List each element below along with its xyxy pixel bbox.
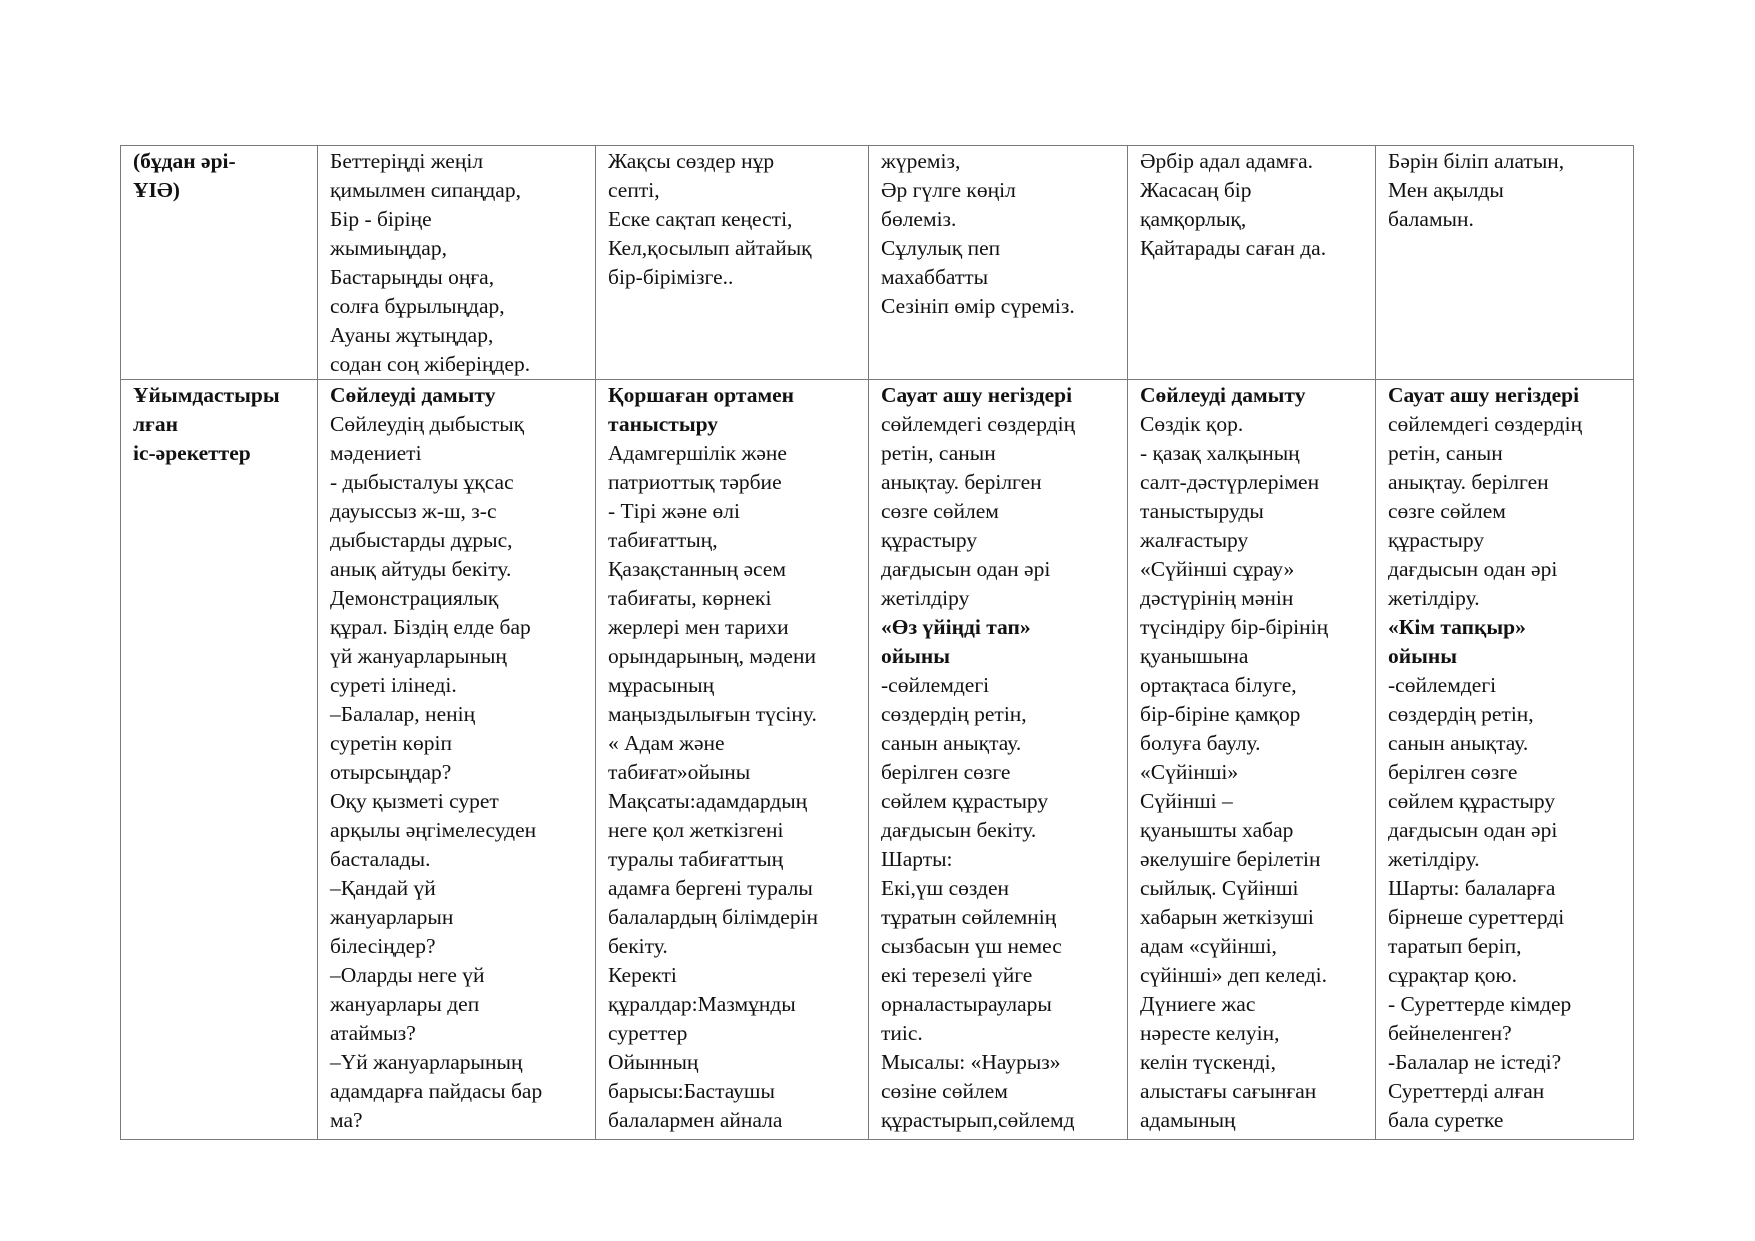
cell-text-line: қуанышына: [1140, 644, 1249, 669]
cell-text-line: тиіс.: [881, 1021, 923, 1046]
cell-text-line: болуға баулу.: [1140, 731, 1261, 756]
cell-text-line: нәресте келуін,: [1140, 1021, 1280, 1046]
cell-text-line: жүреміз,: [881, 149, 961, 173]
cell-text-line: балалармен айнала: [608, 1108, 783, 1133]
table-cell: [596, 380, 869, 1140]
cell-text-line: бекіту.: [608, 934, 668, 959]
cell-text-line: бейнеленген?: [1388, 1021, 1512, 1046]
cell-heading-line: Ұйымдастыры: [133, 383, 280, 408]
cell-text-line: сөйлем құрастыру: [1388, 789, 1556, 814]
cell-text-line: табиғаты, көрнекі: [608, 586, 772, 611]
table-cell: [1376, 380, 1634, 1140]
cell-text-line: сыйлық. Сүйінші: [1140, 876, 1299, 901]
cell-heading-line: ойыны: [881, 644, 951, 669]
cell-text-line: жымиыңдар,: [330, 236, 447, 260]
cell-text-line: түсіндіру бір-бірінің: [1140, 615, 1329, 640]
cell-text-line: жетілдіру.: [1388, 847, 1480, 872]
cell-text-line: жетілдіру.: [1388, 586, 1480, 611]
cell-heading-line: лған: [133, 412, 178, 437]
cell-text-line: бір-бірімізге..: [608, 265, 734, 289]
cell-text-line: орындарының, мәдени: [608, 644, 816, 669]
cell-text-line: құрал. Біздің елде бар: [330, 615, 531, 640]
cell-heading-line: Сөйлеуді дамыту: [330, 383, 496, 408]
cell-text-line: табиғат»ойыны: [608, 760, 751, 785]
cell-text-line: Әр гүлге көңіл: [881, 178, 1016, 202]
cell-text-line: Сөздік қор.: [1140, 412, 1244, 437]
cell-text-line: Ауаны жұтыңдар,: [330, 323, 494, 347]
cell-text-line: бір-біріне қамқор: [1140, 702, 1301, 727]
cell-text-line: берілген сөзге: [1388, 760, 1518, 785]
table-cell: [1128, 146, 1376, 380]
cell-text-line: барысы:Бастаушы: [608, 1079, 775, 1104]
cell-text-line: –Балалар, ненің: [330, 702, 476, 727]
cell-text-line: сөздердің ретін,: [1388, 702, 1534, 727]
cell-text-line: Бәрін біліп алатын,: [1388, 149, 1565, 173]
cell-text-line: сызбасын үш немес: [881, 934, 1062, 959]
cell-text-line: сөйлем құрастыру: [881, 789, 1049, 814]
cell-text-line: таратып беріп,: [1388, 934, 1522, 959]
lesson-plan-table: [120, 145, 1634, 1140]
row-label-cell: [121, 146, 318, 380]
cell-text-line: Сүйінші –: [1140, 789, 1233, 814]
cell-text-line: дағдысын одан әрі: [1388, 818, 1558, 843]
cell-text-line: сөйлемдегі сөздердің: [1388, 412, 1583, 437]
cell-text-line: неге қол жеткізгені: [608, 818, 784, 843]
cell-text-line: -сөйлемдегі: [881, 673, 990, 698]
table-cell: [596, 146, 869, 380]
cell-text-line: адамға бергені туралы: [608, 876, 813, 901]
cell-text-line: - дыбысталуы ұқсас: [330, 470, 514, 495]
cell-text-line: суреттер: [608, 1021, 688, 1046]
cell-heading-line: Сөйлеуді дамыту: [1140, 383, 1306, 408]
cell-heading-line: «Кім тапқыр»: [1388, 615, 1526, 640]
cell-text-line: екі терезелі үйге: [881, 963, 1033, 988]
cell-text-line: Мен ақылды: [1388, 178, 1504, 202]
cell-text-line: Мысалы: «Наурыз»: [881, 1050, 1061, 1075]
cell-text-line: мәдениеті: [330, 441, 422, 466]
cell-text-line: Шарты:: [881, 847, 953, 872]
cell-text-line: туралы табиғаттың: [608, 847, 784, 872]
cell-heading-line: таныстыру: [608, 412, 719, 437]
cell-text-line: ретін, санын: [881, 441, 996, 466]
cell-text-line: ретін, санын: [1388, 441, 1503, 466]
cell-text-line: тұратын сөйлемнің: [881, 905, 1057, 930]
cell-text-line: содан соң жіберіңдер.: [330, 352, 531, 376]
cell-text-line: дағдысын одан әрі: [1388, 557, 1558, 582]
cell-heading-line: іс-әрекеттер: [133, 441, 251, 466]
cell-text-line: баламын.: [1388, 207, 1474, 231]
cell-text-line: Мақсаты:адамдардың: [608, 789, 808, 814]
cell-text-line: салт-дәстүрлерімен: [1140, 470, 1320, 495]
cell-text-line: жетілдіру: [881, 586, 970, 611]
cell-text-line: Оқу қызметі сурет: [330, 789, 499, 814]
cell-text-line: –Қандай үй: [330, 876, 436, 901]
cell-text-line: –Оларды неге үй: [330, 963, 485, 988]
cell-text-line: Бір - біріңе: [330, 207, 432, 231]
cell-text-line: алыстағы сағынған: [1140, 1079, 1317, 1104]
cell-text-line: «Сүйінші»: [1140, 760, 1239, 785]
cell-text-line: Сөйлеудің дыбыстық: [330, 412, 525, 437]
cell-text-line: ортақтаса білуге,: [1140, 673, 1297, 698]
cell-text-line: Сұлулық пеп: [881, 236, 1001, 260]
cell-text-line: құрастырып,сөйлемд: [881, 1108, 1075, 1133]
cell-text-line: дағдысын бекіту.: [881, 818, 1037, 843]
cell-text-line: келін түскенді,: [1140, 1050, 1276, 1075]
cell-text-line: бала суретке: [1388, 1108, 1504, 1133]
cell-text-line: сөзіне сөйлем: [881, 1079, 1008, 1104]
cell-text-line: сөздердің ретін,: [881, 702, 1027, 727]
cell-heading-line: Сауат ашу негіздері: [1388, 383, 1580, 408]
cell-text-line: қамқорлық,: [1140, 207, 1247, 231]
table-cell: [1376, 146, 1634, 380]
table-cell: [869, 146, 1128, 380]
cell-text-line: табиғаттың,: [608, 528, 718, 553]
cell-text-line: құрастыру: [881, 528, 978, 553]
cell-heading-line: Қоршаған ортамен: [608, 383, 795, 408]
table-cell: [1128, 380, 1376, 1140]
cell-heading-line: ойыны: [1388, 644, 1458, 669]
cell-text-line: Кел,қосылып айтайық: [608, 236, 812, 260]
cell-text-line: адам «сүйінші,: [1140, 934, 1277, 959]
cell-text-line: арқылы әңгімелесуден: [330, 818, 537, 843]
cell-text-line: сөзге сөйлем: [1388, 499, 1506, 524]
cell-text-line: дәстүрінің мәнін: [1140, 586, 1294, 611]
cell-text-line: Ойынның: [608, 1050, 699, 1075]
cell-text-line: солға бұрылыңдар,: [330, 294, 505, 318]
cell-text-line: Шарты: балаларға: [1388, 876, 1556, 901]
cell-text-line: - Суреттерде кімдер: [1388, 992, 1572, 1017]
cell-heading-line: ҰІӘ): [133, 178, 180, 202]
cell-text-line: сөйлемдегі сөздердің: [881, 412, 1076, 437]
cell-text-line: суретін көріп: [330, 731, 452, 756]
cell-text-line: Суреттерді алған: [1388, 1079, 1545, 1104]
cell-text-line: атаймыз?: [330, 1021, 416, 1046]
cell-text-line: септі,: [608, 178, 660, 202]
cell-text-line: берілген сөзге: [881, 760, 1011, 785]
cell-text-line: –Үй жануарларының: [330, 1050, 523, 1075]
cell-text-line: әкелушіге берілетін: [1140, 847, 1321, 872]
cell-text-line: орналастыраулары: [881, 992, 1052, 1017]
table-cell: [318, 380, 596, 1140]
cell-text-line: адамының: [1140, 1108, 1236, 1133]
cell-text-line: суреті ілінеді.: [330, 673, 457, 698]
table-row: [121, 146, 1634, 380]
cell-text-line: үй жануарларының: [330, 644, 507, 669]
cell-text-line: - Тірі және өлі: [608, 499, 741, 524]
cell-text-line: Дүниеге жас: [1140, 992, 1256, 1017]
cell-text-line: білесіңдер?: [330, 934, 436, 959]
cell-text-line: «Сүйінші сұрау»: [1140, 557, 1295, 582]
cell-text-line: Еске сақтап кеңесті,: [608, 207, 793, 231]
cell-text-line: жерлері мен тарихи: [608, 615, 789, 640]
cell-text-line: сөзге сөйлем: [881, 499, 999, 524]
cell-text-line: мұрасының: [608, 673, 715, 698]
cell-text-line: құрастыру: [1388, 528, 1485, 553]
cell-text-line: жалғастыру: [1140, 528, 1249, 553]
cell-text-line: Керекті: [608, 963, 677, 988]
cell-text-line: басталады.: [330, 847, 431, 872]
cell-text-line: дағдысын одан әрі: [881, 557, 1051, 582]
row-label-cell: [121, 380, 318, 1140]
cell-text-line: Сезініп өмір сүреміз.: [881, 294, 1075, 318]
cell-text-line: санын анықтау.: [881, 731, 1022, 756]
cell-text-line: Қазақстанның әсем: [608, 557, 786, 582]
cell-text-line: бірнеше суреттерді: [1388, 905, 1565, 930]
cell-text-line: Бастарыңды оңға,: [330, 265, 495, 289]
cell-heading-line: «Өз үйіңді тап»: [881, 615, 1031, 640]
cell-text-line: хабарын жеткізуші: [1140, 905, 1314, 930]
cell-text-line: отырсыңдар?: [330, 760, 452, 785]
cell-text-line: Жасасаң бір: [1140, 178, 1252, 202]
cell-text-line: Екі,үш сөзден: [881, 876, 1009, 901]
table-row: [121, 380, 1634, 1140]
cell-text-line: санын анықтау.: [1388, 731, 1529, 756]
cell-text-line: адамдарға пайдасы бар: [330, 1079, 543, 1104]
cell-text-line: патриоттық тәрбие: [608, 470, 782, 495]
cell-text-line: Қайтарады саған да.: [1140, 236, 1327, 260]
cell-text-line: жануарларын: [330, 905, 454, 930]
cell-text-line: Жақсы сөздер нұр: [608, 149, 775, 173]
cell-text-line: дауыссыз ж-ш, з-с: [330, 499, 497, 524]
cell-text-line: Беттеріңді жеңіл: [330, 149, 484, 173]
cell-text-line: дыбыстарды дұрыс,: [330, 528, 513, 553]
cell-text-line: жануарлары деп: [330, 992, 480, 1017]
cell-text-line: анық айтуды бекіту.: [330, 557, 512, 582]
cell-text-line: бөлеміз.: [881, 207, 957, 231]
cell-text-line: « Адам және: [608, 731, 725, 756]
cell-text-line: сүйінші» деп келеді.: [1140, 963, 1328, 988]
cell-heading-line: Сауат ашу негіздері: [881, 383, 1073, 408]
table-cell: [869, 380, 1128, 1140]
cell-text-line: Демонстрациялық: [330, 586, 499, 611]
cell-text-line: -Балалар не істеді?: [1388, 1050, 1562, 1075]
cell-text-line: маңыздылығын түсіну.: [608, 702, 817, 727]
cell-text-line: махаббатты: [881, 265, 989, 289]
cell-text-line: ма?: [330, 1108, 363, 1133]
cell-heading-line: (бұдан әрі-: [133, 149, 236, 173]
cell-text-line: қимылмен сипаңдар,: [330, 178, 521, 202]
cell-text-line: таныстыруды: [1140, 499, 1264, 524]
cell-text-line: анықтау. берілген: [1388, 470, 1549, 495]
cell-text-line: құралдар:Мазмұнды: [608, 992, 796, 1017]
cell-text-line: анықтау. берілген: [881, 470, 1042, 495]
cell-text-line: сұрақтар қою.: [1388, 963, 1517, 988]
cell-text-line: Әрбір адал адамға.: [1140, 149, 1313, 173]
cell-text-line: -сөйлемдегі: [1388, 673, 1497, 698]
cell-text-line: балалардың білімдерін: [608, 905, 819, 930]
cell-text-line: Адамгершілік және: [608, 441, 787, 466]
cell-text-line: - қазақ халқының: [1140, 441, 1300, 466]
table-cell: [318, 146, 596, 380]
cell-text-line: қуанышты хабар: [1140, 818, 1294, 843]
